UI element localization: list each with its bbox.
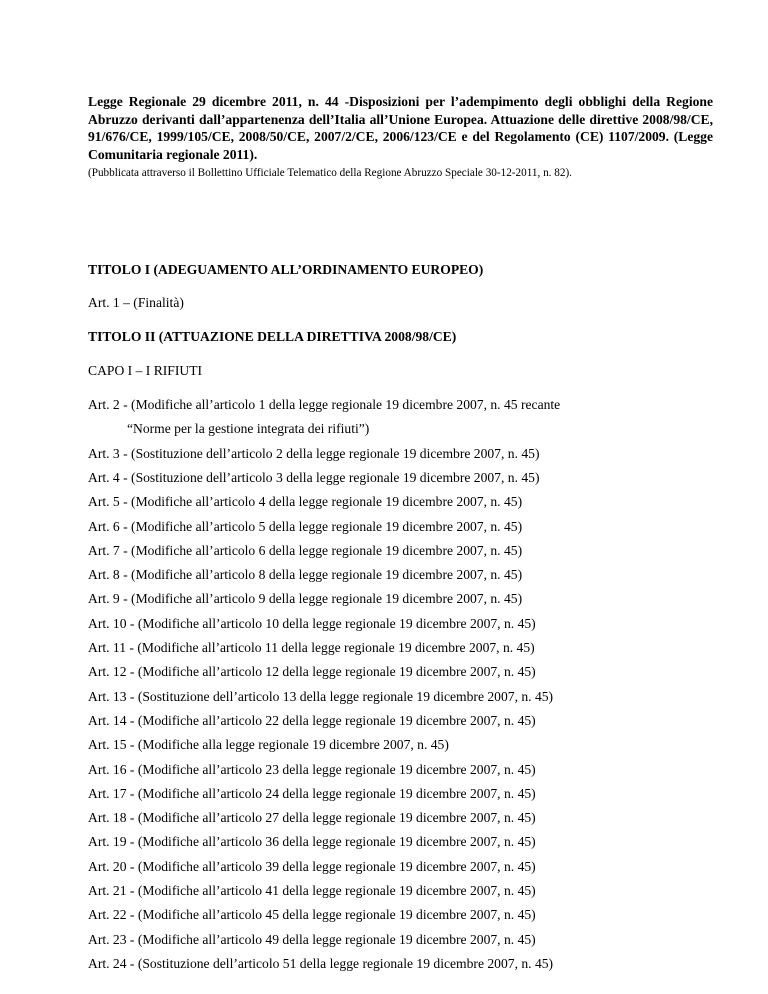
article-23: Art. 23 - (Modifiche all’articolo 49 della legge regionale 19 dicembre 2007, n. 45) [88, 931, 536, 947]
article-11: Art. 11 - (Modifiche all’articolo 11 della legge regionale 19 dicembre 2007, n. 45) [88, 640, 535, 655]
capo-1-heading: CAPO I – I RIFIUTI [88, 363, 203, 378]
article-9: Art. 9 - (Modifiche all’articolo 9 della legge regionale 19 dicembre 2007, n. 45) [88, 591, 523, 607]
article-2: Art. 2 - (Modifiche all’articolo 1 della legge regionale 19 dicembre 2007, n. 45 recante [88, 397, 561, 412]
document-title: Legge Regionale 29 dicembre 2011, n. 44 -Disposizioni per l’adempimento degli obblighi della Regione Abruzzo derivanti dall’appartenenza dell’Italia all’Unione Europea. Attuazione delle direttive 2008/98/CE, 91/676/CE, 1999/105/CE, 2008/50/CE, 2007/2/CE, 2006/123/CE e del Regolamento (CE) 1107/2009. (Legge Comunitaria regionale 2011). [88, 94, 713, 162]
article-7: Art. 7 - (Modifiche all’articolo 6 della legge regionale 19 dicembre 2007, n. 45) [88, 542, 523, 558]
titolo-2-heading: TITOLO II (ATTUAZIONE DELLA DIRETTIVA 2008/98/CE) [88, 329, 457, 344]
publication-note: (Pubblicata attraverso il Bollettino Ufficiale Telematico della Regione Abruzzo Speciale 30-12-2011, n. 82). [88, 167, 572, 179]
article-6: Art. 6 - (Modifiche all’articolo 5 della legge regionale 19 dicembre 2007, n. 45) [88, 518, 523, 534]
article-4: Art. 4 - (Sostituzione dell’articolo 3 della legge regionale 19 dicembre 2007, n. 45) [88, 469, 540, 485]
article-24: Art. 24 - (Sostituzione dell’articolo 51 della legge regionale 19 dicembre 2007, n. 45) [88, 955, 554, 971]
article-8: Art. 8 - (Modifiche all’articolo 8 della legge regionale 19 dicembre 2007, n. 45) [88, 567, 523, 583]
article-10: Art. 10 - (Modifiche all’articolo 10 della legge regionale 19 dicembre 2007, n. 45) [88, 615, 536, 631]
article-12: Art. 12 - (Modifiche all’articolo 12 della legge regionale 19 dicembre 2007, n. 45) [88, 664, 536, 680]
article-1: Art. 1 – (Finalità) [88, 295, 184, 310]
article-19: Art. 19 - (Modifiche all’articolo 36 della legge regionale 19 dicembre 2007, n. 45) [88, 834, 536, 850]
article-22: Art. 22 - (Modifiche all’articolo 45 della legge regionale 19 dicembre 2007, n. 45) [88, 907, 536, 923]
article-2-continuation: “Norme per la gestione integrata dei rifiuti”) [127, 421, 370, 437]
article-20: Art. 20 - (Modifiche all’articolo 39 della legge regionale 19 dicembre 2007, n. 45) [88, 858, 536, 874]
article-14: Art. 14 - (Modifiche all’articolo 22 della legge regionale 19 dicembre 2007, n. 45) [88, 712, 536, 728]
article-13: Art. 13 - (Sostituzione dell’articolo 13 della legge regionale 19 dicembre 2007, n. 45) [88, 688, 554, 704]
article-16: Art. 16 - (Modifiche all’articolo 23 della legge regionale 19 dicembre 2007, n. 45) [88, 761, 536, 777]
article-21: Art. 21 - (Modifiche all’articolo 41 della legge regionale 19 dicembre 2007, n. 45) [88, 883, 536, 898]
article-5: Art. 5 - (Modifiche all’articolo 4 della legge regionale 19 dicembre 2007, n. 45) [88, 494, 523, 510]
article-17: Art. 17 - (Modifiche all’articolo 24 della legge regionale 19 dicembre 2007, n. 45) [88, 785, 536, 801]
article-18: Art. 18 - (Modifiche all’articolo 27 della legge regionale 19 dicembre 2007, n. 45) [88, 810, 536, 826]
article-3: Art. 3 - (Sostituzione dell’articolo 2 della legge regionale 19 dicembre 2007, n. 45) [88, 445, 540, 461]
article-15: Art. 15 - (Modifiche alla legge regionale 19 dicembre 2007, n. 45) [88, 737, 449, 753]
titolo-1-heading: TITOLO I (ADEGUAMENTO ALL’ORDINAMENTO EUROPEO) [88, 262, 484, 277]
